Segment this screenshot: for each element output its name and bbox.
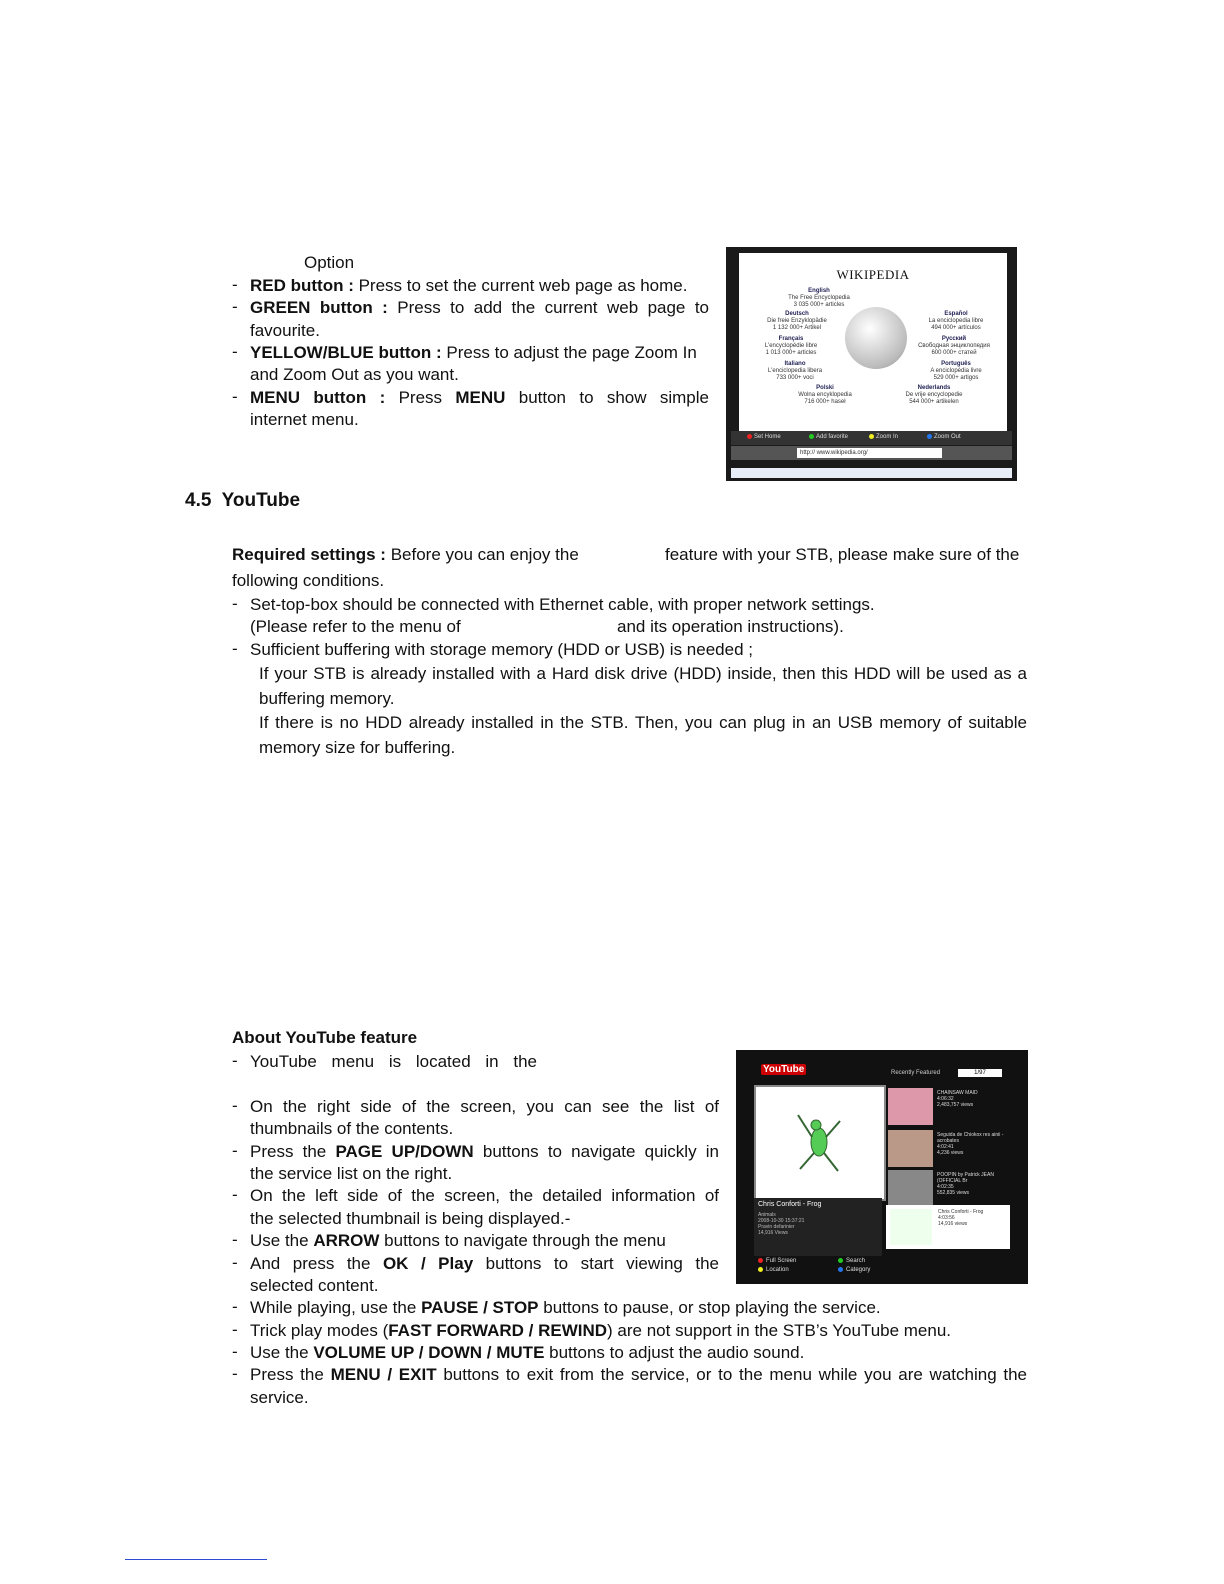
- hdd-paragraph: If your STB is already installed with a Hard disk drive (HDD) inside, then this HDD will be used as a: [259, 664, 1027, 683]
- about-item-8: Trick play modes (FAST FORWARD / REWIND) are not support in the STB’s YouTube menu.: [250, 1321, 952, 1340]
- about-item-2: On the right side of the screen, you can see the list of: [250, 1097, 719, 1116]
- required-bullet2: Sufficient buffering with storage memory (HDD or USB) is needed ;: [250, 640, 753, 659]
- set-home-hint: Set Home: [747, 434, 781, 440]
- bullet-dash: -: [232, 1185, 238, 1204]
- wiki-lang: Italiano L'enciclopedia libera 733 000+ voci: [767, 361, 823, 381]
- youtube-menu-screenshot: [736, 1050, 1028, 1284]
- green-button-label: GREEN button :: [250, 298, 388, 317]
- required-bullet1: Set-top-box should be connected with Ethernet cable, with proper network settings.: [250, 595, 875, 614]
- bullet-dash: -: [232, 387, 238, 406]
- bullet-dash: -: [232, 1051, 238, 1070]
- about-item-10: Press the MENU / EXIT buttons to exit from the service, or to the menu while you are watching the: [250, 1365, 1028, 1384]
- option-heading: Option: [304, 253, 355, 272]
- about-item-9: Use the VOLUME UP / DOWN / MUTE buttons to adjust the audio sound.: [250, 1343, 805, 1362]
- footnote-rule: [125, 1559, 267, 1560]
- full-screen-hint: Full Screen: [758, 1258, 796, 1264]
- menu-button-text: button to show simple: [518, 388, 709, 407]
- yellow-blue-button-text-cont: and Zoom Out as you want.: [250, 365, 459, 384]
- zoom-in-hint: Zoom In: [869, 434, 898, 440]
- red-button-label: RED button :: [250, 276, 354, 295]
- bullet-dash: -: [232, 275, 238, 294]
- add-favorite-hint: Add favorite: [809, 434, 848, 440]
- about-item-1: YouTube menu is located in the: [250, 1052, 537, 1071]
- bullet-dash: -: [232, 594, 238, 613]
- video-details: [754, 1198, 882, 1256]
- usb-paragraph-cont: memory size for buffering.: [259, 738, 456, 757]
- category-hint: Category: [838, 1267, 870, 1273]
- about-item-6: And press the OK / Play buttons to start viewing the: [250, 1254, 719, 1273]
- yellow-blue-button-label: YELLOW/BLUE button :: [250, 343, 442, 362]
- section-number: 4.5: [185, 490, 212, 511]
- green-button-text: Press to add the current web page to: [397, 298, 709, 317]
- section-heading: [185, 490, 300, 512]
- required-label: Required settings :: [232, 545, 386, 564]
- about-item-3-cont: the service list on the right.: [250, 1164, 453, 1183]
- about-item-6-cont: selected content.: [250, 1276, 379, 1295]
- required-line1: [232, 544, 579, 566]
- wiki-lang: Deutsch Die freie Enzyklopädie 1 132 000+ Artikel: [767, 311, 827, 331]
- selected-thumbnail: [886, 1205, 1010, 1249]
- menu-button-pre: Press: [398, 388, 443, 407]
- video-title: Chris Conforti - Frog: [758, 1201, 822, 1208]
- thumbnail-info: CHAINSAW MAID 4:06:32 2,483,757 views: [937, 1090, 978, 1108]
- wikipedia-browser-screenshot: [726, 247, 1017, 481]
- video-meta: Animals 2008-10-30 15:37:21 Pravin defarinier 14,916 Views: [758, 1212, 805, 1236]
- green-button-text-cont: favourite.: [250, 321, 320, 340]
- url-field: http:// www.wikipedia.org/: [797, 448, 942, 458]
- bullet-dash: -: [232, 1342, 238, 1361]
- about-item-5: Use the ARROW buttons to navigate through the menu: [250, 1231, 666, 1250]
- bullet-dash: -: [232, 1364, 238, 1383]
- search-hint: Search: [838, 1258, 865, 1264]
- about-item-10-cont: service.: [250, 1388, 309, 1407]
- about-item-4: On the left side of the screen, the detailed information of: [250, 1186, 719, 1205]
- wiki-lang: Polski Wolna encyklopedia 716 000+ haseł: [798, 385, 852, 405]
- bullet-dash: -: [232, 1320, 238, 1339]
- about-item-4-cont: the selected thumbnail is being displayed.-: [250, 1209, 571, 1228]
- thumbnail: [890, 1209, 932, 1245]
- wiki-lang: Français L'encyclopédie libre 1 013 000+ articles: [764, 336, 818, 356]
- wiki-lang: Nederlands De vrije encyclopedie 544 000+ artikelen: [905, 385, 963, 405]
- browser-page: [739, 253, 1007, 431]
- red-button-text: Press to set the current web page as home.: [358, 276, 688, 295]
- video-preview: [754, 1085, 886, 1201]
- wiki-globe-icon: [845, 307, 907, 369]
- thumbnail-info: Seguida de Chiokox res ainii - acrobates 4:02:41 4,236 views: [937, 1132, 1004, 1156]
- menu-button-bold: MENU: [455, 388, 506, 407]
- required-line2: following conditions.: [232, 571, 385, 590]
- thumbnail: [888, 1130, 933, 1167]
- bullet-dash: -: [232, 1096, 238, 1115]
- yellow-blue-button-text: Press to adjust the page Zoom In: [446, 343, 697, 362]
- wiki-lang: English The Free Encyclopedia 3 035 000+ articles: [788, 288, 850, 308]
- bullet-dash: -: [232, 342, 238, 361]
- menu-button-text-cont: internet menu.: [250, 410, 359, 429]
- required-text-a: Before you can enjoy the: [390, 545, 579, 564]
- wiki-lang: Русский Свободная энциклопедия 600 000+ статей: [918, 336, 990, 356]
- bullet-dash: -: [232, 639, 238, 658]
- bullet-dash: -: [232, 297, 238, 316]
- page-count: 1/97: [958, 1069, 1002, 1077]
- required-bullet1-sub-a: (Please refer to the menu of: [250, 617, 461, 636]
- frog-illustration: [794, 1107, 844, 1177]
- thumbnail: [888, 1088, 933, 1125]
- bullet-dash: -: [232, 1253, 238, 1272]
- about-item-3: Press the PAGE UP/DOWN buttons to navigate quickly in: [250, 1142, 719, 1161]
- thumbnail-info: Chris Conforti - Frog 4:03:56 14,916 views: [938, 1209, 984, 1227]
- youtube-logo: YouTube: [763, 1064, 805, 1075]
- bullet-dash: -: [232, 1297, 238, 1316]
- bullet-dash: -: [232, 1230, 238, 1249]
- thumbnail: [888, 1170, 933, 1207]
- about-heading: About YouTube feature: [232, 1028, 418, 1047]
- section-title: YouTube: [221, 490, 301, 511]
- recently-featured-label: Recently Featured: [891, 1070, 941, 1076]
- required-bullet1-sub-b: and its operation instructions).: [617, 617, 844, 636]
- hdd-paragraph-cont: buffering memory.: [259, 689, 395, 708]
- browser-url-bar: [731, 446, 1012, 460]
- about-item-2-cont: thumbnails of the contents.: [250, 1119, 454, 1138]
- thumbnail-info: POOPIN by Patrick JEAN (OFFICIAL Br 4:02:35 552,835 views: [937, 1172, 994, 1196]
- browser-bottom-strip: [731, 468, 1012, 478]
- bullet-dash: -: [232, 1141, 238, 1160]
- location-hint: Location: [758, 1267, 789, 1273]
- usb-paragraph: If there is no HDD already installed in the STB. Then, you can plug in an USB memory of suitable: [259, 713, 1027, 732]
- wiki-title: WIKIPEDIA: [836, 267, 910, 282]
- required-text-b: feature with your STB, please make sure of the: [665, 545, 1020, 564]
- wiki-lang: Español La enciclopedia libre 494 000+ artículos: [928, 311, 984, 331]
- zoom-out-hint: Zoom Out: [927, 434, 961, 440]
- browser-color-bar: [731, 431, 1012, 445]
- wiki-lang: Português A enciclopédia livre 529 000+ artigos: [930, 361, 982, 381]
- about-item-7: While playing, use the PAUSE / STOP buttons to pause, or stop playing the service.: [250, 1298, 881, 1317]
- menu-button-label: MENU button :: [250, 388, 386, 407]
